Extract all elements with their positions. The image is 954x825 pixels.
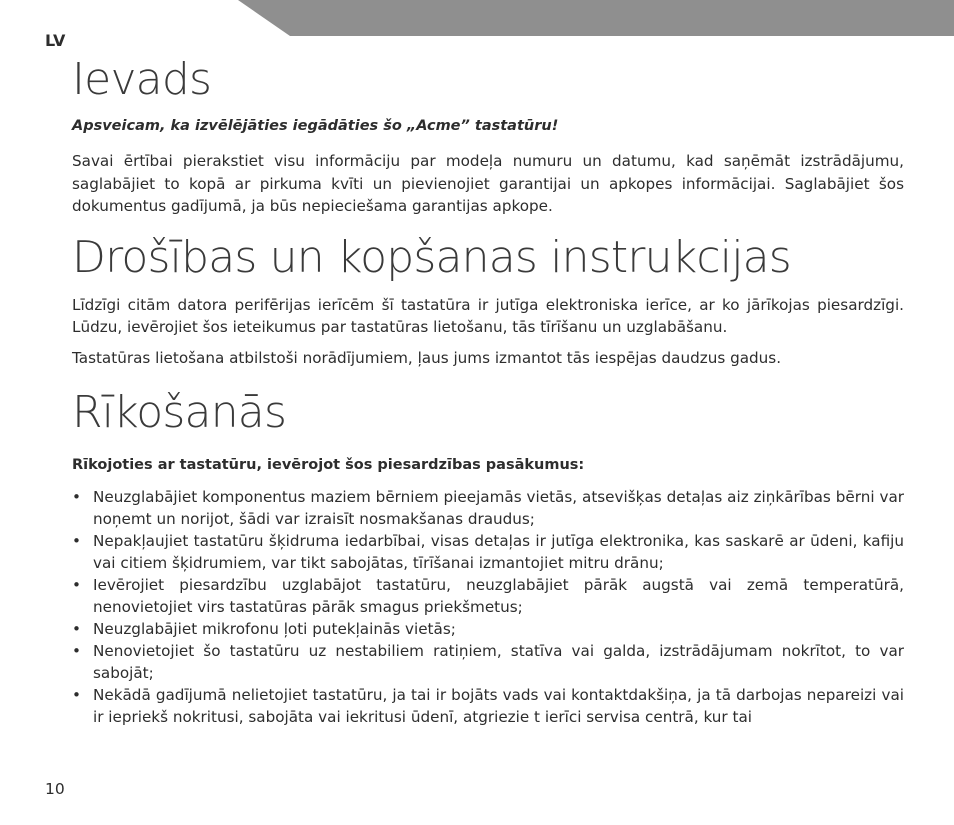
language-code: LV bbox=[45, 31, 66, 50]
list-item bbox=[72, 486, 904, 530]
list-item-text: Neuzglabājiet mikrofonu ļoti putekļainās vietās; bbox=[93, 620, 456, 638]
list-item-text: Nepakļaujiet tastatūru šķidruma iedarbībai, visas detaļas ir jutīga elektronika, kas saskarē ar ūdeni, kafiju vai citiem šķidrumiem, var tikt sabojātas, tīrīšanai izmantojiet mitru drānu; bbox=[93, 532, 904, 572]
list-item bbox=[72, 574, 904, 618]
header-band bbox=[0, 0, 954, 40]
list-item bbox=[72, 618, 904, 640]
care-bullet-list bbox=[72, 486, 904, 728]
list-item-text: Ievērojiet piesardzību uzglabājot tastatūru, neuzglabājiet pārāk augstā vai zemā temperatūrā, nenovietojiet virs tastatūras pārāk smagus priekšmetus; bbox=[93, 576, 904, 616]
list-item-text: Nenovietojiet šo tastatūru uz nestabiliem ratiņiem, statīva vai galda, izstrādājumam nokrītot, to var sabojāt; bbox=[93, 642, 904, 682]
safety-paragraph-2: Tastatūras lietošana atbilstoši norādījumiem, ļaus jums izmantot tās iespējas daudzus gadus. bbox=[72, 348, 782, 367]
intro-title: Ievads bbox=[72, 54, 212, 105]
list-item bbox=[72, 684, 904, 728]
care-title: Rīkošanās bbox=[72, 387, 287, 438]
list-item bbox=[72, 640, 904, 684]
list-item bbox=[72, 530, 904, 574]
intro-paragraph: Savai ērtībai pierakstiet visu informāciju par modeļa numuru un datumu, kad saņēmāt izstrādājumu, saglabājiet to kopā ar pirkuma kvīti un pievienojiet garantijai un apkopes informācijai. Saglabājiet šos dokumentus gadījumā, ja būs nepieciešama garantijas apkope. bbox=[72, 152, 904, 215]
header-band-shape bbox=[238, 0, 954, 36]
safety-paragraph-1: Līdzīgi citām datora perifērijas ierīcēm šī tastatūra ir jutīga elektroniska ierīce, ar ko jārīkojas piesardzīgi. Lūdzu, ievērojiet šos ieteikumus par tastatūras lietošanu, tās tīrīšanu un uzglabāšanu. bbox=[72, 295, 904, 336]
page-content bbox=[72, 52, 904, 728]
list-item-text: Neuzglabājiet komponentus maziem bērniem pieejamās vietās, atsevišķas detaļas aiz ziņkārības bērni var noņemt un norijot, šādi var izraisīt nosmakšanas draudus; bbox=[93, 488, 904, 528]
bullet-icon: • bbox=[72, 532, 81, 550]
bullet-icon: • bbox=[72, 488, 81, 506]
safety-title: Drošības un kopšanas instrukcijas bbox=[72, 231, 791, 283]
bullet-icon: • bbox=[72, 686, 81, 704]
bullet-icon: • bbox=[72, 620, 81, 638]
intro-welcome: Apsveicam, ka izvēlējāties iegādāties šo „Acme” tastatūru! bbox=[72, 118, 559, 134]
bullet-icon: • bbox=[72, 576, 81, 594]
page-number: 10 bbox=[45, 780, 65, 798]
bullet-icon: • bbox=[72, 642, 81, 660]
list-item-text: Nekādā gadījumā nelietojiet tastatūru, ja tai ir bojāts vads vai kontaktdakšiņa, ja tā darbojas nepareizi vai ir iepriekš nokritusi, sabojāta vai iekritusi ūdenī, atgriezie t ierīci servisa centrā, kur tai bbox=[93, 686, 904, 726]
care-lead: Rīkojoties ar tastatūru, ievērojot šos piesardzības pasākumus: bbox=[72, 457, 585, 473]
